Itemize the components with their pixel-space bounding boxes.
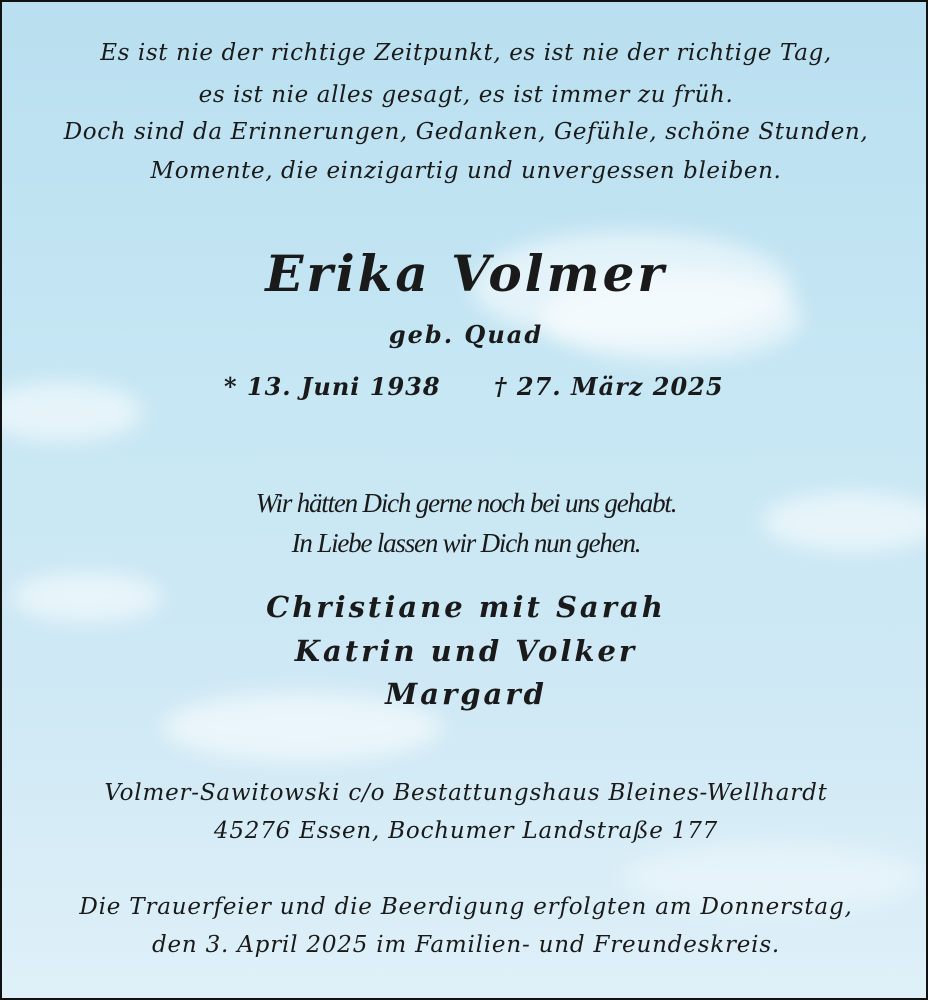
service-line-2: den 3. April 2025 im Familien- und Freundeskreis. xyxy=(151,932,781,958)
deceased-name: Erika Volmer xyxy=(265,244,667,303)
farewell-line-2: In Liebe lassen wir Dich nun gehen. xyxy=(291,528,641,558)
birth-date: * 13. Juni 1938 xyxy=(224,372,441,401)
farewell-line-1: Wir hätten Dich gerne noch bei uns gehabt. xyxy=(255,488,677,518)
address-line-1: Volmer-Sawitowski c/o Bestattungshaus Bleines-Wellhardt xyxy=(104,780,828,806)
service-line-1: Die Trauerfeier und die Beerdigung erfolgten am Donnerstag, xyxy=(79,894,853,920)
mourner-1: Christiane mit Sarah xyxy=(266,590,666,624)
poem-line-3: Doch sind da Erinnerungen, Gedanken, Gefühle, schöne Stunden, xyxy=(63,119,869,145)
dates-row xyxy=(2,372,928,406)
poem-line-1: Es ist nie der richtige Zeitpunkt, es ist nie der richtige Tag, xyxy=(100,40,832,66)
address-line-2: 45276 Essen, Bochumer Landstraße 177 xyxy=(213,818,719,844)
death-date: † 27. März 2025 xyxy=(494,372,724,401)
mourner-2: Katrin und Volker xyxy=(294,634,638,668)
poem-line-2: es ist nie alles gesagt, es ist immer zu früh. xyxy=(198,82,734,108)
mourner-3: Margard xyxy=(385,677,547,711)
poem-line-4: Momente, die einzigartig und unvergessen bleiben. xyxy=(150,158,782,184)
birth-name: geb. Quad xyxy=(388,320,544,349)
